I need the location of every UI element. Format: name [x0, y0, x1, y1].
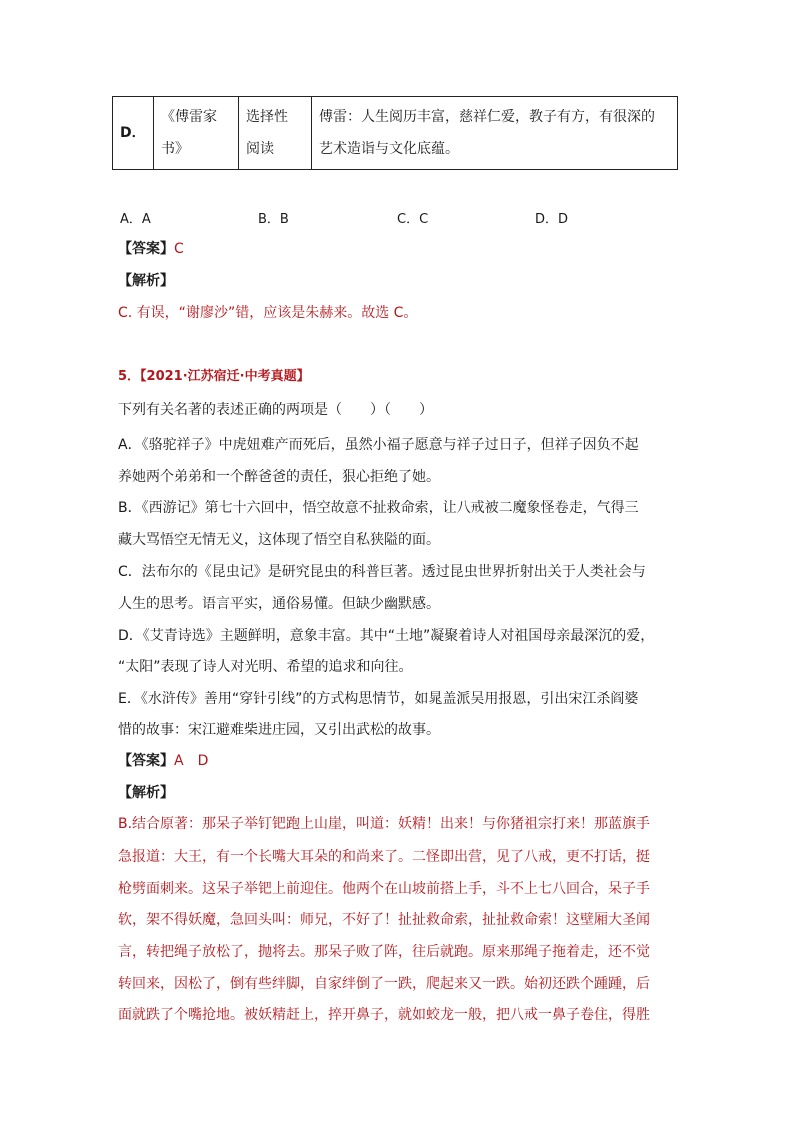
book-title-line: 书》 [161, 141, 189, 157]
question-number: 5． [118, 369, 141, 384]
q5-stem: 下列有关名著的表述正确的两项是（ ）（ ） [118, 402, 433, 418]
q4-option-c: C．C [397, 212, 429, 227]
analysis-line: 转回来，因松了，倒有些绊脚，自家绊倒了一跌，爬起来又一跌。始初还跌个踵踵，后 [118, 976, 650, 992]
row-letter: D． [113, 97, 154, 170]
q4-option-d: D．D [535, 212, 569, 227]
q5-header [118, 365, 310, 384]
answer-label: 【答案】 [118, 753, 174, 769]
q4-option-a: A．A [120, 212, 151, 227]
q5-option-line: E．《水浒传》善用“穿针引线”的方式构思情节，如晁盖派吴用报恩，引出宋江杀阎婆 [118, 691, 639, 707]
q5-option-line: A．《骆驼祥子》中虎妞难产而死后，虽然小福子愿意与祥子过日子，但祥子因负不起 [118, 437, 639, 453]
q5-option-line: D．《艾青诗选》主题鲜明，意象丰富。其中“土地”凝聚着诗人对祖国母亲最深沉的爱， [118, 628, 655, 644]
reading-type-line: 阅读 [246, 141, 274, 157]
reading-type-cell [239, 97, 312, 170]
options-table [112, 96, 678, 170]
q5-option-line: C．法布尔的《昆虫记》是研究昆虫的科普巨著。透过昆虫世界折射出关于人类社会与 [118, 564, 646, 580]
analysis-prefix: C. [118, 305, 133, 321]
question-source: 【2021·江苏宿迁·中考真题】 [140, 369, 310, 384]
analysis-line: 急报道：大王，有一个长嘴大耳朵的和尚来了。二怪即出营，见了八戒，更不打话，挺 [118, 849, 650, 865]
analysis-line: 枪劈面刺来。这呆子举钯上前迎住。他两个在山坡前搭上手，斗不上七八回合，呆子手 [118, 881, 650, 897]
answer-label: 【答案】 [118, 241, 174, 257]
description-line: 艺术造诣与文化底蕴。 [319, 141, 459, 157]
book-title-cell [154, 97, 239, 170]
analysis-line: 面就跌了个嘴抢地。被妖精赶上，捽开鼻子，就如蛟龙一般，把八戒一鼻子卷住，得胜 [118, 1007, 650, 1023]
answer-value: A D [174, 753, 209, 769]
analysis-line: 软，架不得妖魔，急回头叫：师兄，不好了！扯扯救命索，扯扯救命索！这壁厢大圣闻 [118, 912, 650, 928]
q5-option-line: “太阳”表现了诗人对光明、希望的追求和向往。 [118, 659, 413, 675]
analysis-body: 有误，“谢廖沙”错，应该是朱赫来。故选 C。 [136, 305, 418, 321]
q5-answer [118, 750, 208, 770]
q5-option-line: 养她两个弟弟和一个醉爸爸的责任，狠心拒绝了她。 [118, 469, 440, 485]
reading-type-line: 选择性 [246, 109, 288, 125]
table-row [113, 97, 678, 170]
description-cell [312, 97, 678, 170]
q5-option-line: 藏大骂悟空无情无义，这体现了悟空自私狭隘的面。 [118, 532, 440, 548]
q5-option-line: 人生的思考。语言平实，通俗易懂。但缺少幽默感。 [118, 596, 440, 612]
book-title-line: 《傅雷家 [161, 109, 217, 125]
q5-option-line: 惜的故事：宋江避难柴进庄园，又引出武松的故事。 [118, 722, 440, 738]
analysis-line: B.结合原著：那呆子举钉钯跑上山崖，叫道：妖精！出来！与你猪祖宗打来！那蓝旗手 [118, 816, 651, 832]
q4-analysis-text [118, 302, 417, 322]
q4-analysis-label: 【解析】 [118, 273, 174, 289]
q5-analysis-label: 【解析】 [118, 785, 174, 801]
answer-value: C [174, 241, 184, 257]
analysis-line: 言，转把绳子放松了，抛将去。那呆子败了阵，往后就跑。原来那绳子拖着走，还不觉 [118, 944, 650, 960]
q5-option-line: B．《西游记》第七十六回中，悟空故意不扯救命索，让八戒被二魔象怪卷走，气得三 [118, 500, 639, 516]
q4-option-b: B．B [258, 212, 289, 227]
description-line: 傅雷：人生阅历丰富，慈祥仁爱，教子有方，有很深的 [319, 109, 655, 125]
q4-answer [118, 238, 184, 258]
